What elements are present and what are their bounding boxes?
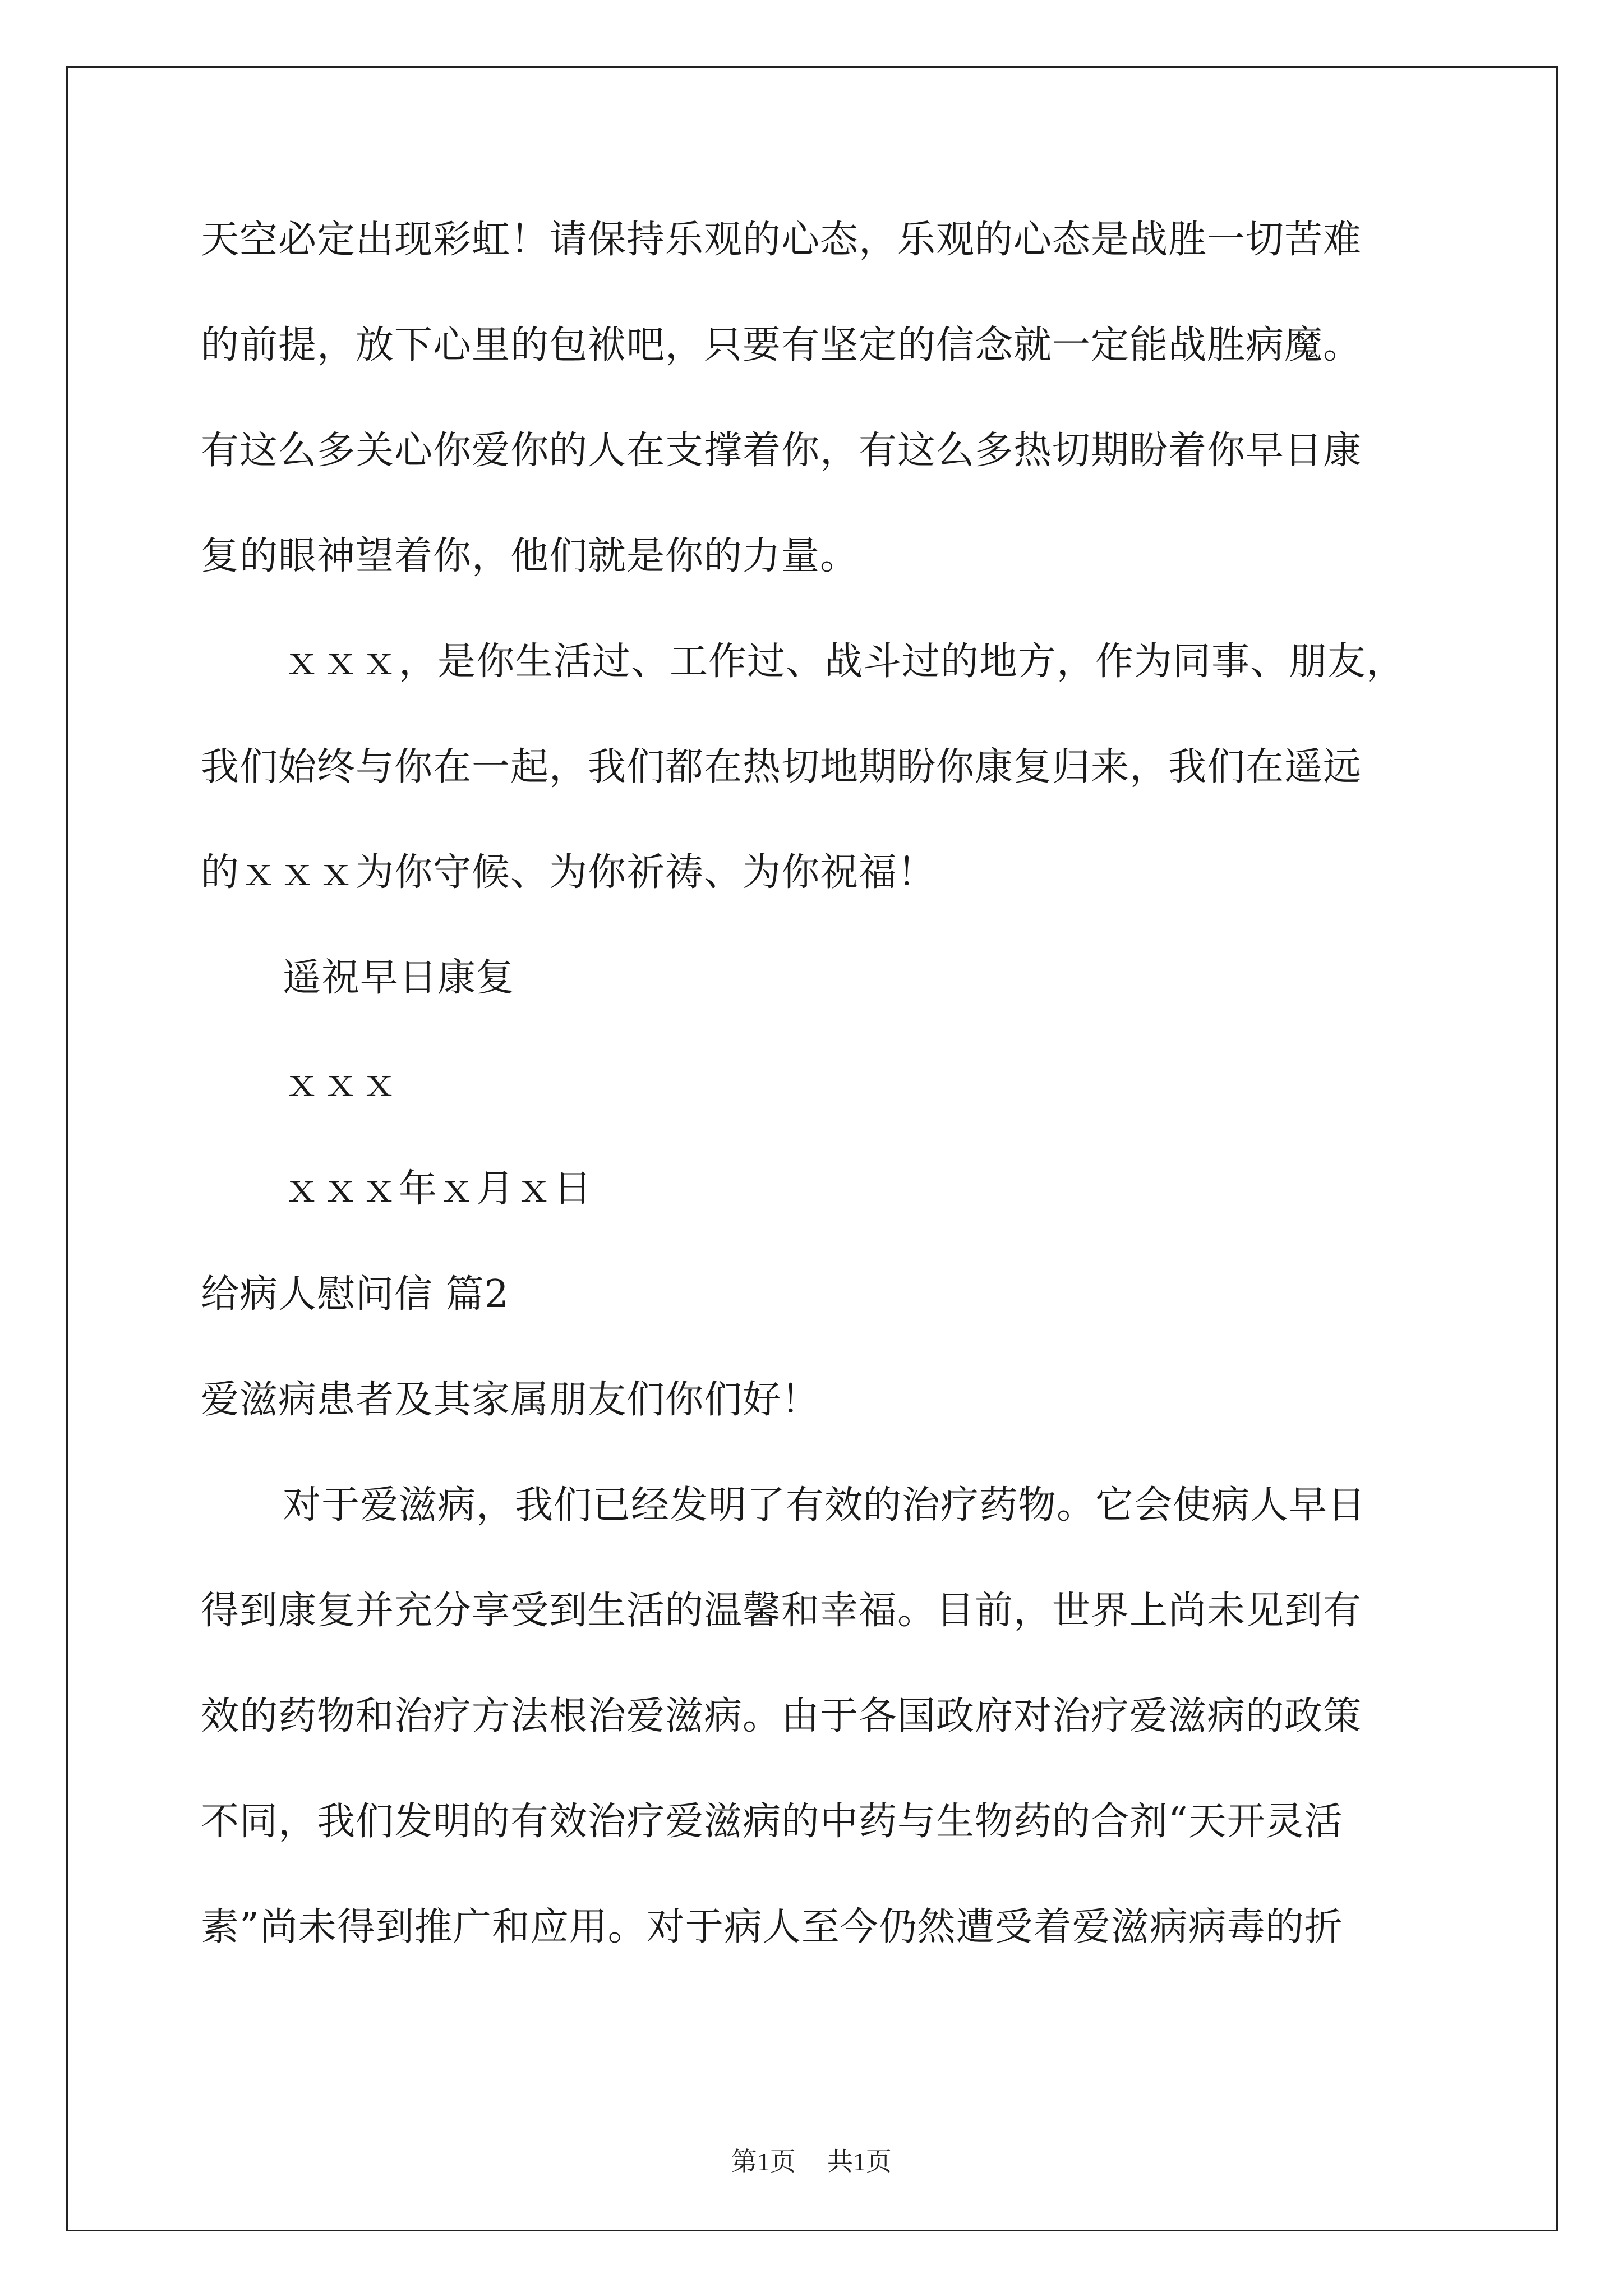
- text-line: 效的药物和治疗方法根治爱滋病。由于各国政府对治疗爱滋病的政策: [201, 1694, 1362, 1738]
- closing-wish: 遥祝早日康复: [283, 956, 515, 1000]
- text-line: 复的眼神望着你，他们就是你的力量。: [201, 534, 859, 578]
- page-total: 共1页: [827, 2147, 892, 2176]
- page-number: 第1页: [731, 2147, 796, 2176]
- signature: ｘｘｘ: [283, 1061, 399, 1106]
- text-line: 得到康复并充分享受到生活的温馨和幸福。目前，世界上尚未见到有: [201, 1589, 1362, 1633]
- document-body: [201, 213, 1446, 2006]
- text-line: 有这么多关心你爱你的人在支撑着你，有这么多热切期盼着你早日康: [201, 429, 1362, 473]
- text-line: 的前提，放下心里的包袱吧，只要有坚定的信念就一定能战胜病魔。: [201, 323, 1362, 367]
- page-footer: [0, 2145, 1623, 2179]
- text-line: 天空必定出现彩虹！请保持乐观的心态，乐观的心态是战胜一切苦难: [201, 218, 1362, 262]
- section-title: 给病人慰问信 篇2: [201, 1272, 509, 1317]
- text-line: 对于爱滋病，我们已经发明了有效的治疗药物。它会使病人早日: [283, 1483, 1367, 1527]
- text-line: 不同，我们发明的有效治疗爱滋病的中药与生物药的合剂“天开灵活: [201, 1800, 1343, 1844]
- text-line: ｘｘｘ，是你生活过、工作过、战斗过的地方，作为同事、朋友，: [283, 639, 1405, 684]
- salutation: 爱滋病患者及其家属朋友们你们好！: [201, 1378, 820, 1422]
- text-line: 我们始终与你在一起，我们都在热切地期盼你康复归来，我们在遥远: [201, 745, 1362, 789]
- text-line: 的ｘｘｘ为你守候、为你祈祷、为你祝福！: [201, 850, 937, 895]
- date-line: ｘｘｘ年ｘ月ｘ日: [283, 1167, 593, 1211]
- text-line: 素”尚未得到推广和应用。对于病人至今仍然遭受着爱滋病病毒的折: [201, 1905, 1343, 1949]
